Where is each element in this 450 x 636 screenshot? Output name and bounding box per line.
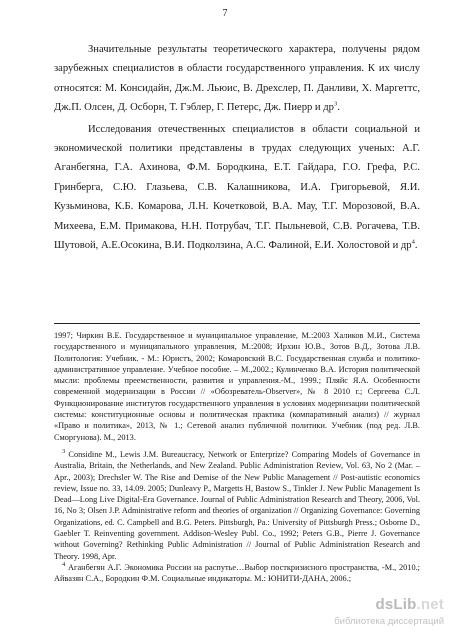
- footnote-mark: 3: [62, 448, 66, 456]
- page-number: 7: [222, 8, 228, 19]
- main-text: [54, 40, 420, 255]
- watermark-brand-tld: .net: [416, 596, 444, 613]
- paragraph-end: .: [414, 240, 418, 252]
- footnote-separator: [54, 323, 420, 324]
- footnote-ref[interactable]: 4: [411, 238, 415, 246]
- watermark-subtitle: библиотека диссертаций: [334, 616, 444, 627]
- footnote-continued: 1997; Чиркин В.Е. Государственное и муниципальное управление, М.:2003 Халиков М.И., Система государственного и муниципального управления, М.:2008; Ирхин Ю.В., Зотов В.Д., Зотова Л.В. Политология: Учебник. - М.: Юристъ, 2002; Комаровский В.С. Государственная служба и политико-административное управление. Учебное пособие. – М.,2002.; Кулинченко В.А. История политической мысли: проблемы преемственности, развития и управления.-М., 1999.; Пляйс Я.А. Особенности современной модернизации в России // «Обозреватель-Observer», № 8 2010 г.; Сергеева С.Л. Функционирование институтов государственного управления в условиях модернизации политической системы: конституционные основы и политическая практика (компаративный анализ) // журнал «Право и политика», 2013, № 1.; Сетевой анализ публичной политики. Учебник (под ред. Л.В. Сморгунова). М., 2013.: [54, 331, 420, 442]
- dslib-watermark: [294, 596, 444, 632]
- footnote-text: Аганбегян А.Г. Экономика России на распутье…Выбор посткризисного пространства, -М., 2010.; Айвазян С.А., Бородкин Ф.М. Социальные индикаторы. М.: ЮНИТИ-ДАНА, 2006.;: [54, 562, 420, 584]
- paragraph-text: Значительные результаты теоретического характера, получены рядом зарубежных специалистов в области государственного управления. К их числу относятся: М. Консидайн, Дж.М. Льюис, В. Дрехслер, П. Данливи, Х. Маргеттс, Дж.П. Олсен, Д. Осборн, Т. Гэблер, Г. Петерс, Дж. Пиерр и др: [54, 44, 420, 114]
- footnotes: [54, 330, 420, 585]
- footnote-4: [54, 562, 420, 585]
- footnote-3: [54, 449, 420, 562]
- watermark-brand: [376, 596, 444, 613]
- paragraph-domestic-specialists: [54, 120, 420, 256]
- footnote-text: Considine M., Lewis J.M. Bureaucracy, Network or Enterprize? Comparing Models of Governance in Australia, Britain, the Netherlands, and New Zealand. Public Administration Review, Vol. 63, No 2 (Mar. – Apr., 2003); Drechsler W. The Rise and Demise of the New Public Management // Post-autistic economics review, Issue no. 33, 14.09. 2005; Dunleavy P., Margetts H, Bastow S., Tinkler J. New Public Management Is Dead—Long Live Digital-Era Governance. Journal of Public Administration Research and Theory, 2006, Vol. 16, No 3; Olsen J.P. Administrative reform and theories of organization // Organizing Governance: Governing Organizations, ed. C. Campbell and B.G. Peters. Pittsburgh, Pa.: University of Pittsburgh Press.; Osborne D., Gaebler T. Reinventing government. Addison-Wesley Publ. Co., 1992; Peters G.B., Pierre J. Governance without Governing? Rethinking Public Administration // Journal of Public Administration Research and Theory. 1998, Apr.: [54, 449, 420, 561]
- footnote-ref[interactable]: 3: [333, 100, 338, 108]
- footnote-mark: 4: [62, 561, 66, 569]
- paragraph-end: .: [337, 102, 340, 114]
- watermark-brand-name: dsLib: [375, 596, 417, 613]
- paragraph-foreign-specialists: [54, 40, 420, 118]
- paragraph-text: Исследования отечественных специалистов в области социальной и экономической политики представлены в трудах следующих ученых: А.Г. Аганбегяна, Г.А. Ахинова, Ф.М. Бородкина, Е.Т. Гайдара, Г.О. Грефа, Р.С. Гринберга, С.Ю. Глазьева, С.В. Калашникова, И.А. Григорьевой, Я.И. Кузьминова, К.Б. Комарова, Л.Н. Кочетковой, В.А. Мау, Т.Г. Морозовой, В.А. Михеева, Е.М. Примакова, Н.Н. Потрубач, Т.Г. Пыльневой, С.В. Рогачева, Т.В. Шутовой, А.Е.Осокина, В.И. Подколзина, А.С. Фалиной, Е.И. Холостовой и др: [54, 123, 420, 252]
